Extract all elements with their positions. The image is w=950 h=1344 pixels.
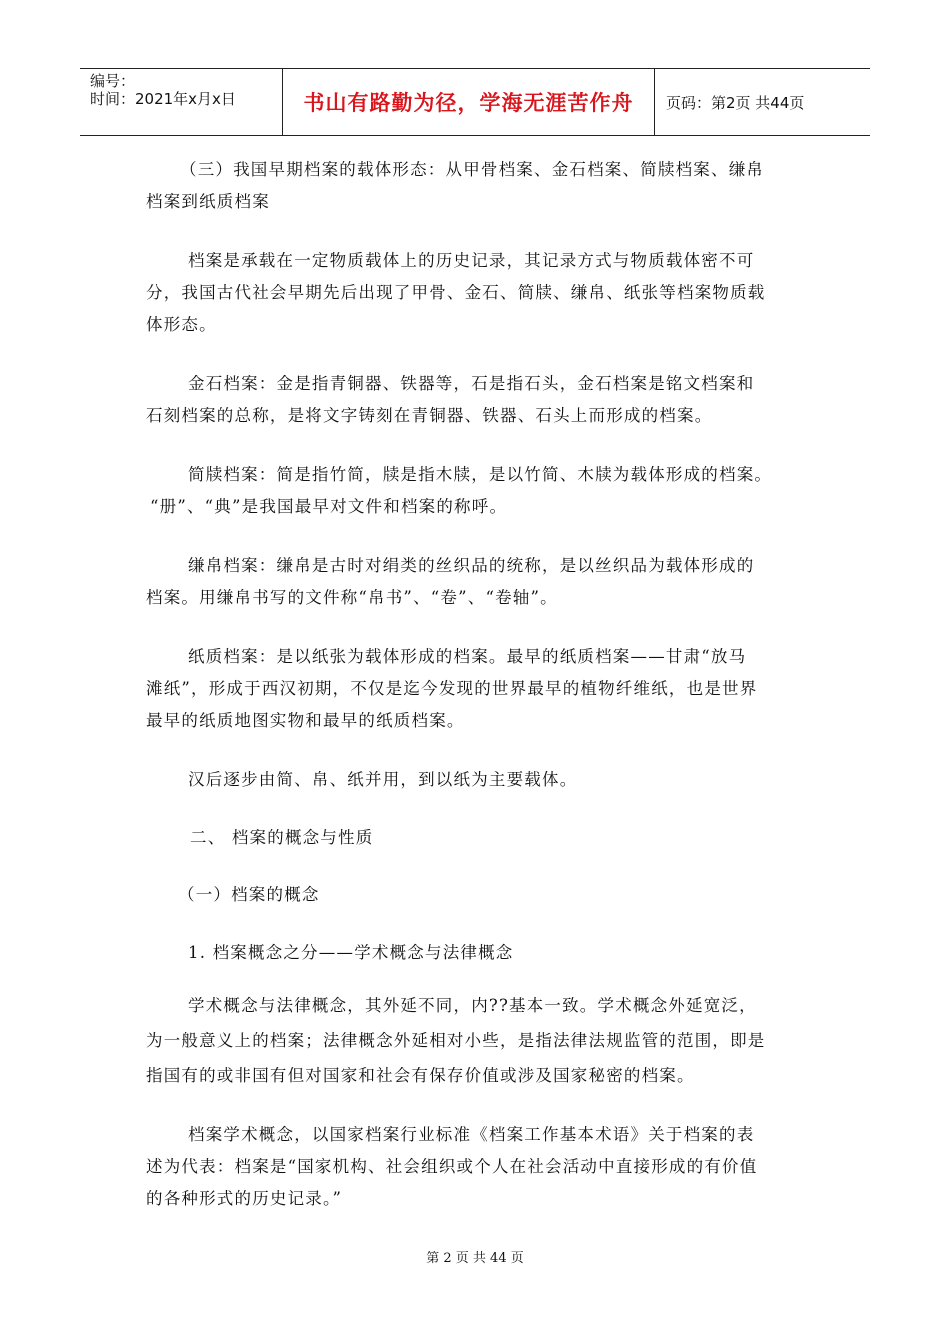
text-line: 汉后逐步由简、帛、纸并用，到以纸为主要载体。 xyxy=(188,770,578,789)
text-line: “册”、“典”是我国最早对文件和档案的称呼。 xyxy=(150,497,508,516)
text-line: 指国有的或非国有但对国家和社会有保存价值或涉及国家秘密的档案。 xyxy=(146,1066,695,1085)
page-footer: 第 2 页 共 44 页 xyxy=(426,1251,524,1266)
text-line: 体形态。 xyxy=(146,315,217,334)
header-meta xyxy=(90,72,280,108)
page-header xyxy=(80,68,870,136)
doc-date: 时间：2021年x月x日 xyxy=(90,90,236,108)
subsection-heading: 1. 档案概念之分——学术概念与法律概念 xyxy=(188,943,514,962)
doc-number-label: 编号： xyxy=(90,72,136,90)
text-line: 最早的纸质地图实物和最早的纸质档案。 xyxy=(146,711,465,730)
section-heading: 二、 档案的概念与性质 xyxy=(190,828,374,847)
text-line: 石刻档案的总称，是将文字铸刻在青铜器、铁器、石头上而形成的档案。 xyxy=(146,406,713,425)
text-line: 学术概念与法律概念，其外延不同，内??基本一致。学术概念外延宽泛， xyxy=(188,996,757,1015)
text-line: 的各种形式的历史记录。” xyxy=(146,1189,343,1208)
header-motto: 书山有路勤为径，学海无涯苦作舟 xyxy=(303,91,634,115)
text-line: （三）我国早期档案的载体形态：从甲骨档案、金石档案、简牍档案、缣帛 xyxy=(180,160,765,179)
text-line: 档案。用缣帛书写的文件称“帛书”、“卷”、“卷轴”。 xyxy=(146,588,558,607)
text-line: 分，我国古代社会早期先后出现了甲骨、金石、简牍、缣帛、纸张等档案物质载 xyxy=(146,283,766,302)
subsection-heading: （一）档案的概念 xyxy=(178,885,320,904)
text-line: 档案是承载在一定物质载体上的历史记录，其记录方式与物质载体密不可 xyxy=(188,251,755,270)
text-line: 述为代表：档案是“国家机构、社会组织或个人在社会活动中直接形成的有价值 xyxy=(146,1157,758,1176)
text-line: 缣帛档案：缣帛是古时对绢类的丝织品的统称，是以丝织品为载体形成的 xyxy=(188,556,755,575)
text-line: 档案学术概念，以国家档案行业标准《档案工作基本术语》关于档案的表 xyxy=(188,1125,755,1144)
header-divider-right xyxy=(654,68,655,136)
text-line: 纸质档案：是以纸张为载体形成的档案。最早的纸质档案——甘肃“放马 xyxy=(188,647,747,666)
text-line: 简牍档案：简是指竹简，牍是指木牍，是以竹简、木牍为载体形成的档案。 xyxy=(188,465,773,484)
text-line: 金石档案：金是指青铜器、铁器等，石是指石头，金石档案是铭文档案和 xyxy=(188,374,755,393)
text-line: 滩纸”，形成于西汉初期，不仅是迄今发现的世界最早的植物纤维纸，也是世界 xyxy=(146,679,758,698)
text-line: 档案到纸质档案 xyxy=(146,192,270,211)
header-page-info: 页码：第2页 共44页 xyxy=(666,93,805,112)
text-line: 为一般意义上的档案；法律概念外延相对小些，是指法律法规监管的范围，即是 xyxy=(146,1031,766,1050)
